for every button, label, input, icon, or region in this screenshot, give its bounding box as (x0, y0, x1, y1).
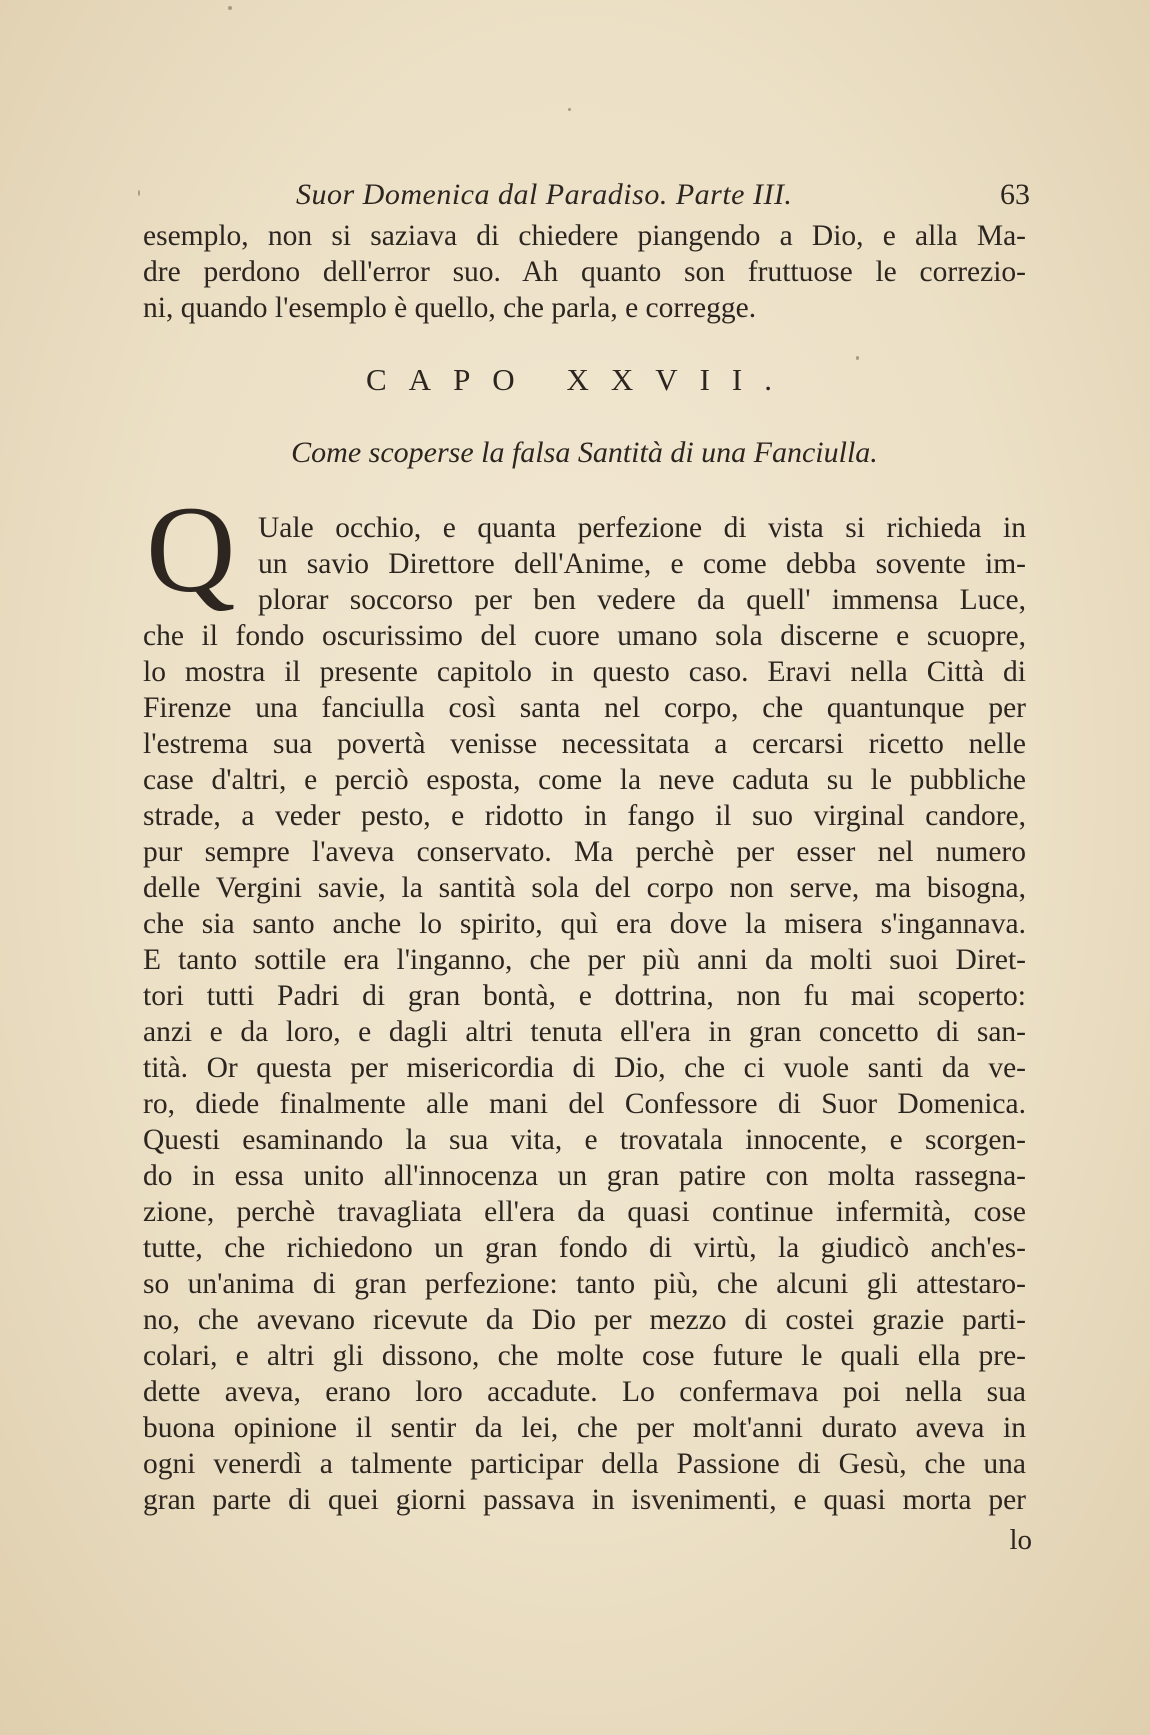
text-line: strade, a veder pesto, e ridotto in fango il suo virginal candore, (143, 800, 1026, 832)
text-line: gran parte di quei giorni passava in isvenimenti, e quasi morta per (143, 1484, 1026, 1516)
paper-speck (568, 108, 571, 111)
text-line: so un'anima di gran perfezione: tanto più, che alcuni gli attestaro- (143, 1268, 1026, 1300)
paper-speck (228, 6, 232, 10)
paper-speck (856, 356, 859, 360)
text-line: colari, e altri gli dissono, che molte cose future le quali ella pre- (143, 1340, 1026, 1372)
text-line: tutte, che richiedono un gran fondo di virtù, la giudicò anch'es- (143, 1232, 1026, 1264)
text-line: ro, diede finalmente alle mani del Confessore di Suor Domenica. (143, 1088, 1026, 1120)
text-line: case d'altri, e perciò esposta, come la neve caduta su le pubbliche (143, 764, 1026, 796)
text-line: no, che avevano ricevute da Dio per mezzo di costei grazie parti- (143, 1304, 1026, 1336)
text-line: tità. Or questa per misericordia di Dio, che ci vuole santi da ve- (143, 1052, 1026, 1084)
page-number: 63 (1000, 178, 1030, 211)
catchword: lo (1009, 1524, 1032, 1556)
text-line: lo mostra il presente capitolo in questo caso. Eravi nella Città di (143, 656, 1026, 688)
text-line: ni, quando l'esemplo è quello, che parla, e corregge. (143, 292, 757, 324)
paper-speck (138, 190, 140, 196)
text-line: Firenze una fanciulla così santa nel corpo, che quantunque per (143, 692, 1026, 724)
text-line: delle Vergini savie, la santità sola del corpo non serve, ma bisogna, (143, 872, 1026, 904)
text-line: zione, perchè travagliata ell'era da quasi continue infermità, cose (143, 1196, 1026, 1228)
chapter-heading: CAPO XXVII. (366, 362, 794, 397)
text-line: un savio Direttore dell'Anime, e come debba sovente im- (258, 548, 1026, 580)
text-line: E tanto sottile era l'inganno, che per più anni da molti suoi Diret- (143, 944, 1026, 976)
text-line: Uale occhio, e quanta perfezione di vista si richieda in (258, 512, 1026, 544)
text-line: dette aveva, erano loro accadute. Lo confermava poi nella sua (143, 1376, 1026, 1408)
text-line: do in essa unito all'innocenza un gran patire con molta rassegna- (143, 1160, 1026, 1192)
text-line: che sia santo anche lo spirito, quì era dove la misera s'ingannava. (143, 908, 1026, 940)
text-line: Questi esaminando la sua vita, e trovatala innocente, e scorgen- (143, 1124, 1026, 1156)
running-title: Suor Domenica dal Paradiso. Parte III. (296, 178, 793, 211)
text-line: dre perdono dell'error suo. Ah quanto son fruttuose le correzio- (143, 256, 1026, 288)
text-line: esemplo, non si saziava di chiedere piangendo a Dio, e alla Ma- (143, 220, 1026, 252)
drop-cap: Q (146, 481, 236, 618)
text-line: plorar soccorso per ben vedere da quell' immensa Luce, (258, 584, 1026, 616)
text-line: ogni venerdì a talmente participar della Passione di Gesù, che una (143, 1448, 1026, 1480)
text-line: che il fondo oscurissimo del cuore umano sola discerne e scuopre, (143, 620, 1026, 652)
text-line: tori tutti Padri di gran bontà, e dottrina, non fu mai scoperto: (143, 980, 1026, 1012)
chapter-subtitle: Come scoperse la falsa Santità di una Fanciulla. (291, 436, 878, 469)
text-line: pur sempre l'aveva conservato. Ma perchè per esser nel numero (143, 836, 1026, 868)
text-line: anzi e da loro, e dagli altri tenuta ell'era in gran concetto di san- (143, 1016, 1026, 1048)
running-header (296, 178, 1036, 218)
text-line: l'estrema sua povertà venisse necessitata a cercarsi ricetto nelle (143, 728, 1026, 760)
text-line: buona opinione il sentir da lei, che per molt'anni durato aveva in (143, 1412, 1026, 1444)
